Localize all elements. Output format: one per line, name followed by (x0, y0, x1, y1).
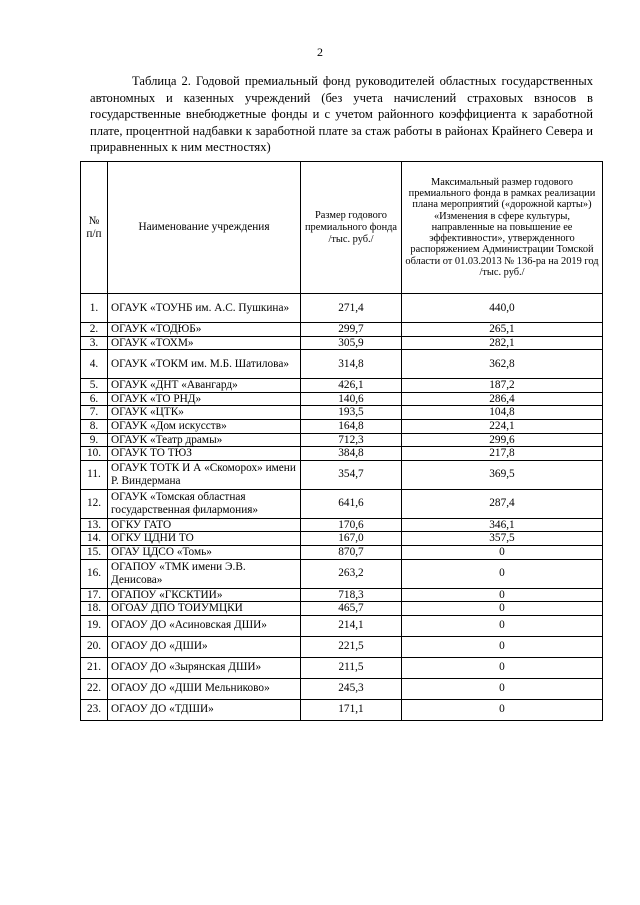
institution-name-cell: ОГАУК «Театр драмы» (108, 433, 301, 447)
fund-size-cell: 140,6 (301, 392, 402, 406)
fund-size-cell: 314,8 (301, 350, 402, 379)
fund-size-cell: 305,9 (301, 336, 402, 350)
max-fund-cell: 224,1 (402, 419, 603, 433)
row-number-cell: 8. (81, 419, 108, 433)
table-row (81, 532, 603, 546)
row-number-cell: 16. (81, 559, 108, 588)
fund-size-cell: 164,8 (301, 419, 402, 433)
institution-name-cell: ОГАУК «ТОКМ им. М.Б. Шатилова» (108, 350, 301, 379)
row-number-cell: 14. (81, 532, 108, 546)
row-number-cell: 3. (81, 336, 108, 350)
max-fund-cell: 0 (402, 615, 603, 636)
table-row (81, 323, 603, 337)
row-number-cell: 23. (81, 699, 108, 720)
row-number-cell: 4. (81, 350, 108, 379)
max-fund-cell: 346,1 (402, 518, 603, 532)
max-fund-cell: 287,4 (402, 489, 603, 518)
table-row (81, 518, 603, 532)
fund-size-cell: 384,8 (301, 447, 402, 461)
table-row (81, 615, 603, 636)
max-fund-cell: 104,8 (402, 406, 603, 420)
row-number-cell: 17. (81, 588, 108, 602)
table-row (81, 433, 603, 447)
row-number-cell: 12. (81, 489, 108, 518)
table-header-row (81, 162, 603, 294)
institution-name-cell: ОГАУК «ТОДЮБ» (108, 323, 301, 337)
table-caption (90, 73, 593, 156)
table-body (81, 294, 603, 721)
table-row (81, 699, 603, 720)
fund-size-cell: 426,1 (301, 379, 402, 393)
institution-name-cell: ОГАОУ ДО «Асиновская ДШИ» (108, 615, 301, 636)
row-number-cell: 21. (81, 657, 108, 678)
row-number-cell: 15. (81, 545, 108, 559)
table-row (81, 489, 603, 518)
institution-name-cell: ОГКУ ЦДНИ ТО (108, 532, 301, 546)
table-row (81, 588, 603, 602)
max-fund-cell: 299,6 (402, 433, 603, 447)
institution-name-cell: ОГАОУ ДО «ДШИ» (108, 636, 301, 657)
table-row (81, 336, 603, 350)
table-row (81, 657, 603, 678)
institution-name-cell: ОГАУК «ЦТК» (108, 406, 301, 420)
row-number-cell: 22. (81, 678, 108, 699)
max-fund-cell: 0 (402, 602, 603, 616)
institution-name-cell: ОГАОУ ДО «ТДШИ» (108, 699, 301, 720)
fund-size-cell: 870,7 (301, 545, 402, 559)
max-fund-cell: 357,5 (402, 532, 603, 546)
max-fund-cell: 0 (402, 559, 603, 588)
max-fund-cell: 0 (402, 636, 603, 657)
column-header-fund-size: Размер годового премиального фонда /тыс. руб./ (301, 162, 402, 294)
institution-name-cell: ОГАУК ТО ТЮЗ (108, 447, 301, 461)
institution-name-cell: ОГОАУ ДПО ТОИУМЦКИ (108, 602, 301, 616)
table-row (81, 545, 603, 559)
row-number-cell: 1. (81, 294, 108, 323)
fund-size-cell: 170,6 (301, 518, 402, 532)
fund-size-cell: 465,7 (301, 602, 402, 616)
institution-name-cell: ОГАПОУ «ГКСКТИИ» (108, 588, 301, 602)
institution-name-cell: ОГАУК «Дом искусств» (108, 419, 301, 433)
institution-name-cell: ОГАОУ ДО «ДШИ Мельниково» (108, 678, 301, 699)
fund-size-cell: 171,1 (301, 699, 402, 720)
max-fund-cell: 362,8 (402, 350, 603, 379)
row-number-cell: 2. (81, 323, 108, 337)
max-fund-cell: 0 (402, 588, 603, 602)
column-header-number: № п/п (81, 162, 108, 294)
row-number-cell: 10. (81, 447, 108, 461)
max-fund-cell: 369,5 (402, 460, 603, 489)
fund-size-cell: 214,1 (301, 615, 402, 636)
fund-size-cell: 211,5 (301, 657, 402, 678)
page-number: 2 (317, 45, 323, 59)
institution-name-cell: ОГАУК «ТОХМ» (108, 336, 301, 350)
max-fund-cell: 440,0 (402, 294, 603, 323)
institution-name-cell: ОГКУ ГАТО (108, 518, 301, 532)
row-number-cell: 18. (81, 602, 108, 616)
fund-size-cell: 193,5 (301, 406, 402, 420)
table-row (81, 379, 603, 393)
max-fund-cell: 217,8 (402, 447, 603, 461)
max-fund-cell: 187,2 (402, 379, 603, 393)
table-row (81, 294, 603, 323)
fund-size-cell: 718,3 (301, 588, 402, 602)
row-number-cell: 20. (81, 636, 108, 657)
institution-name-cell: ОГАУК ТОТК И А «Скоморох» имени Р. Виндермана (108, 460, 301, 489)
row-number-cell: 6. (81, 392, 108, 406)
fund-size-cell: 245,3 (301, 678, 402, 699)
table-row (81, 447, 603, 461)
table-row (81, 419, 603, 433)
row-number-cell: 13. (81, 518, 108, 532)
max-fund-cell: 0 (402, 678, 603, 699)
fund-size-cell: 354,7 (301, 460, 402, 489)
row-number-cell: 19. (81, 615, 108, 636)
fund-size-cell: 641,6 (301, 489, 402, 518)
table-row (81, 350, 603, 379)
max-fund-cell: 286,4 (402, 392, 603, 406)
fund-size-cell: 263,2 (301, 559, 402, 588)
max-fund-cell: 0 (402, 657, 603, 678)
row-number-cell: 9. (81, 433, 108, 447)
institution-name-cell: ОГАУК «ДНТ «Авангард» (108, 379, 301, 393)
column-header-institution: Наименование учреждения (108, 162, 301, 294)
table-row (81, 392, 603, 406)
table-caption-text: Таблица 2. Годовой премиальный фонд руководителей областных государственных автономных и казенных учреждений (без учета начислений страховых взносов в государственные внебюджетные фонды и с учетом районного коэффициента к заработной плате, процентной надбавки к заработной плате за стаж работы в районах Крайнего Севера и приравненных к ним местностях) (90, 74, 593, 154)
table-row (81, 602, 603, 616)
table-row (81, 678, 603, 699)
max-fund-cell: 282,1 (402, 336, 603, 350)
max-fund-cell: 265,1 (402, 323, 603, 337)
table-row (81, 559, 603, 588)
row-number-cell: 5. (81, 379, 108, 393)
fund-size-cell: 221,5 (301, 636, 402, 657)
institution-name-cell: ОГАПОУ «ТМК имени Э.В. Денисова» (108, 559, 301, 588)
institution-name-cell: ОГАУ ЦДСО «Томь» (108, 545, 301, 559)
fund-size-cell: 712,3 (301, 433, 402, 447)
fund-size-cell: 299,7 (301, 323, 402, 337)
column-header-max-fund: Максимальный размер годового премиального фонда в рамках реализации плана мероприятий («дорожной карты») «Изменения в сфере культуры, направленные на повышение ее эффективности», утвержденного распоряжением Администрации Томской области от 01.03.2013 № 136-ра на 2019 год /тыс. руб./ (402, 162, 603, 294)
table-row (81, 460, 603, 489)
fund-size-cell: 167,0 (301, 532, 402, 546)
row-number-cell: 7. (81, 406, 108, 420)
max-fund-cell: 0 (402, 545, 603, 559)
row-number-cell: 11. (81, 460, 108, 489)
premium-fund-table (80, 161, 603, 721)
table-row (81, 636, 603, 657)
fund-size-cell: 271,4 (301, 294, 402, 323)
institution-name-cell: ОГАУК «ТО РНД» (108, 392, 301, 406)
max-fund-cell: 0 (402, 699, 603, 720)
institution-name-cell: ОГАУК «Томская областная государственная филармония» (108, 489, 301, 518)
table-row (81, 406, 603, 420)
institution-name-cell: ОГАУК «ТОУНБ им. А.С. Пушкина» (108, 294, 301, 323)
institution-name-cell: ОГАОУ ДО «Зырянская ДШИ» (108, 657, 301, 678)
